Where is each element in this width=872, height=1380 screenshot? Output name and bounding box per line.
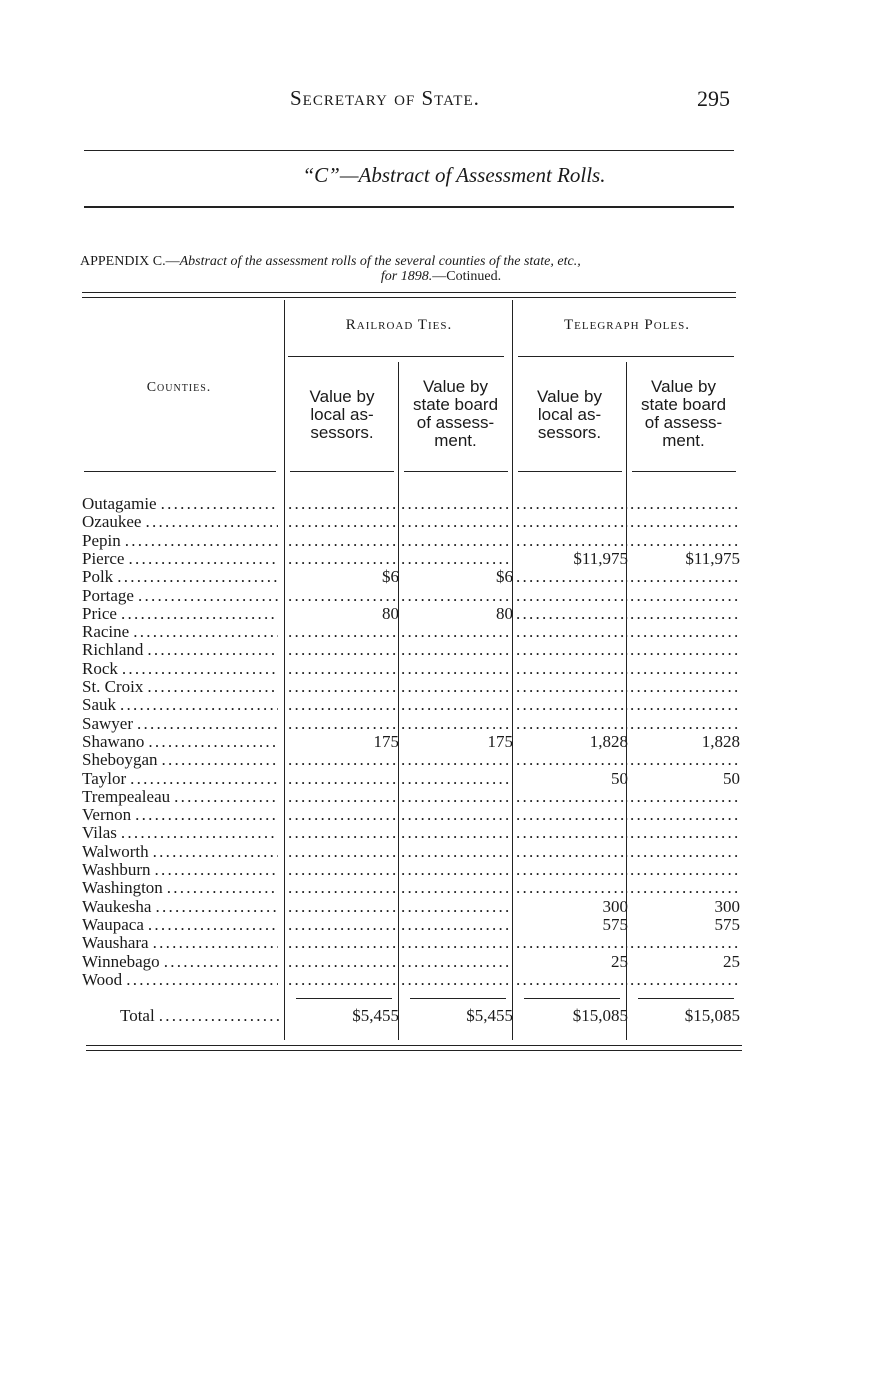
value-cell-rr-local [288,678,399,696]
col-header-line: of assess- [644,413,723,432]
total-rule-c3 [524,998,620,999]
value-cell-tp-state [630,770,740,788]
value-cell-rr-state [401,971,513,989]
appendix-italic-text: Abstract of the assessment rolls of the several counties of the state, etc., [179,254,581,269]
county-cell [82,934,278,952]
value-cell-tp-state [630,495,740,513]
county-name: Wood [82,971,123,989]
value-cell-tp-state [630,843,740,861]
value-cell-rr-local [288,934,399,952]
value-cell-tp-state [630,916,740,934]
value-cell-tp-state [630,715,740,733]
value-text: $11,975 [573,550,628,568]
value-text: 25 [723,953,740,971]
value-cell-rr-state [401,605,513,623]
value-cell-tp-local [516,916,628,934]
county-name: Waupaca [82,916,144,934]
table-bottom-rule-2 [86,1050,742,1051]
value-cell-rr-local [288,971,399,989]
col-header-line: Value by [309,387,375,406]
value-cell-tp-state [630,641,740,659]
value-cell-rr-state [401,641,513,659]
value-cell-tp-local [516,806,628,824]
col-header-line: Value by [651,377,716,396]
table-row [0,953,872,971]
table-row [0,971,872,989]
county-cell [82,715,278,733]
value-cell-tp-state [630,733,740,751]
county-cell [82,770,278,788]
value-cell-rr-local [288,641,399,659]
table-row [0,788,872,806]
value-cell-rr-state [401,770,513,788]
value-text: 175 [487,733,513,751]
county-cell [82,733,278,751]
county-cell [82,953,278,971]
value-cell-rr-local [288,715,399,733]
total-rule-c4 [638,998,734,999]
county-name: Pepin [82,532,121,550]
col-header-line: local as- [537,405,602,424]
value-cell-rr-state [401,751,513,769]
value-text: 80 [496,605,513,623]
value-cell-tp-state [630,953,740,971]
table-bottom-rule-1 [86,1045,742,1046]
value-cell-rr-local [288,605,399,623]
value-cell-rr-state [401,806,513,824]
value-cell-tp-local [516,605,628,623]
county-cell [82,587,278,605]
value-cell-tp-state [630,623,740,641]
table-row [0,513,872,531]
county-cell [82,751,278,769]
group-underline-telegraph [518,356,734,357]
table-row [0,770,872,788]
value-text: 80 [382,605,399,623]
header-underline-c3 [518,471,622,472]
value-cell-rr-state [401,861,513,879]
value-cell-rr-state [401,513,513,531]
value-cell-tp-state [630,550,740,568]
value-cell-rr-local [288,953,399,971]
value-cell-tp-local [516,934,628,952]
value-cell-rr-state [401,587,513,605]
value-cell-tp-local [516,495,628,513]
value-cell-rr-state [401,568,513,586]
value-cell-rr-state [401,934,513,952]
county-cell [82,788,278,806]
value-cell-tp-local [516,861,628,879]
county-name: Sawyer [82,715,133,733]
value-text: 50 [611,770,628,788]
value-cell-tp-local [516,971,628,989]
col-header-tp-state [627,378,740,450]
value-cell-tp-state [630,696,740,714]
value-cell-rr-state [401,715,513,733]
table-row [0,751,872,769]
col-header-line: ment. [434,431,477,450]
table-row [0,660,872,678]
value-cell-rr-state [401,696,513,714]
value-cell-rr-local [288,751,399,769]
value-cell-tp-state [630,934,740,952]
col-header-line: state board [412,395,499,414]
value-cell-tp-state [630,678,740,696]
table-row [0,623,872,641]
col-header-line: Value by [537,387,602,406]
value-cell-tp-local [516,733,628,751]
county-cell [82,513,278,531]
value-cell-rr-state [401,843,513,861]
county-cell [82,495,278,513]
table-row [0,532,872,550]
table-row [0,916,872,934]
value-cell-rr-state [401,879,513,897]
group-header-railroad-ties: Railroad Ties. [345,317,453,333]
value-cell-rr-local [288,550,399,568]
value-cell-rr-local [288,623,399,641]
col-header-line: Value by [423,377,488,396]
title-top-rule [84,150,734,151]
table-row [0,568,872,586]
value-cell-tp-state [630,587,740,605]
county-cell [82,678,278,696]
value-cell-tp-local [516,770,628,788]
appendix-label: APPENDIX C.— [80,254,180,269]
value-cell-rr-local [288,788,399,806]
value-cell-tp-local [516,660,628,678]
value-cell-rr-local [288,843,399,861]
total-tp-state: $15,085 [684,1006,740,1025]
value-cell-rr-local [288,861,399,879]
table-row [0,587,872,605]
county-name: Taylor [82,770,127,788]
county-cell [82,824,278,842]
county-cell [82,568,278,586]
county-name: Trempealeau [82,788,171,806]
county-cell [82,605,278,623]
county-cell [82,696,278,714]
total-rule-c1 [296,998,392,999]
table-row [0,715,872,733]
value-cell-tp-local [516,824,628,842]
col-header-tp-local [513,388,626,442]
county-cell [82,916,278,934]
value-cell-rr-local [288,824,399,842]
total-label: Total [120,1006,155,1025]
county-name: Ozaukee [82,513,142,531]
table-row [0,861,872,879]
value-cell-rr-local [288,806,399,824]
value-text: 50 [723,770,740,788]
value-cell-tp-state [630,660,740,678]
value-cell-rr-local [288,568,399,586]
value-cell-tp-local [516,641,628,659]
total-rr-state: $5,455 [466,1006,513,1025]
value-cell-tp-local [516,587,628,605]
table-row [0,495,872,513]
value-cell-tp-state [630,751,740,769]
table-row [0,934,872,952]
table-row [0,824,872,842]
table-row [0,879,872,897]
value-cell-rr-state [401,824,513,842]
value-cell-tp-local [516,898,628,916]
county-name: Vernon [82,806,132,824]
value-text: 575 [714,916,740,934]
value-cell-tp-local [516,623,628,641]
col-header-rr-local [286,388,398,442]
value-cell-rr-local [288,770,399,788]
table-row [0,806,872,824]
county-name: Rock [82,660,118,678]
value-cell-tp-local [516,568,628,586]
value-cell-tp-state [630,806,740,824]
section-title: “C”—Abstract of Assessment Rolls. [302,163,606,187]
value-cell-tp-local [516,550,628,568]
header-underline-c2 [404,471,508,472]
value-cell-rr-local [288,696,399,714]
value-text: 25 [611,953,628,971]
value-text: 175 [373,733,399,751]
table-row [0,898,872,916]
value-text: $6 [496,568,513,586]
total-label-cell [120,1006,282,1026]
county-name: Shawano [82,733,145,751]
total-tp-local: $15,085 [572,1006,628,1025]
county-name: Richland [82,641,144,659]
value-cell-tp-state [630,824,740,842]
table-top-rule-1 [82,292,736,293]
value-cell-rr-local [288,513,399,531]
col-header-rr-state [399,378,512,450]
value-cell-rr-state [401,898,513,916]
table-row [0,605,872,623]
county-name: Portage [82,587,134,605]
value-text: 300 [714,898,740,916]
value-cell-rr-state [401,916,513,934]
value-cell-rr-local [288,587,399,605]
county-name: Washington [82,879,163,897]
page-number: 295 [697,86,730,111]
county-cell [82,879,278,897]
appendix-continued: —Cotinued. [432,269,502,284]
value-cell-rr-state [401,678,513,696]
county-name: Pierce [82,550,125,568]
value-cell-rr-state [401,495,513,513]
value-cell-rr-local [288,495,399,513]
county-cell [82,550,278,568]
value-cell-rr-state [401,623,513,641]
value-cell-tp-local [516,843,628,861]
total-rule-c2 [410,998,506,999]
value-cell-tp-local [516,953,628,971]
col-header-line: state board [640,395,727,414]
county-name: Polk [82,568,114,586]
table-row [0,733,872,751]
col-header-line: sessors. [537,423,602,442]
value-cell-tp-local [516,513,628,531]
group-header-telegraph-poles: Telegraph Poles. [564,317,690,333]
value-cell-tp-local [516,788,628,806]
header-underline-counties [84,471,276,472]
county-name: Vilas [82,824,117,842]
county-name: Sheboygan [82,751,158,769]
value-cell-rr-state [401,788,513,806]
value-cell-tp-state [630,898,740,916]
county-name: St. Croix [82,678,144,696]
value-cell-rr-local [288,879,399,897]
county-cell [82,806,278,824]
table-top-rule-2 [82,297,736,298]
value-cell-rr-local [288,916,399,934]
table-row [0,696,872,714]
value-cell-rr-local [288,660,399,678]
value-cell-tp-state [630,605,740,623]
value-cell-tp-state [630,861,740,879]
col-header-line: ment. [662,431,705,450]
table-row [0,641,872,659]
value-cell-tp-local [516,751,628,769]
county-cell [82,843,278,861]
county-name: Sauk [82,696,116,714]
value-cell-rr-state [401,532,513,550]
value-cell-tp-local [516,532,628,550]
county-name: Waushara [82,934,149,952]
value-cell-tp-state [630,971,740,989]
col-header-line: sessors. [310,423,374,442]
value-cell-rr-state [401,660,513,678]
value-text: 1,828 [701,733,740,751]
total-rr-local: $5,455 [352,1006,399,1025]
appendix-year: for 1898. [380,269,433,284]
value-cell-rr-state [401,550,513,568]
county-name: Walworth [82,843,149,861]
county-cell [82,641,278,659]
header-underline-c1 [290,471,394,472]
value-cell-rr-local [288,898,399,916]
county-name: Outagamie [82,495,157,513]
county-name: Waukesha [82,898,152,916]
table-row [0,678,872,696]
county-cell [82,971,278,989]
county-name: Washburn [82,861,151,879]
counties-header: Counties. [146,380,212,395]
appendix-caption-line1 [80,254,581,270]
value-cell-tp-local [516,678,628,696]
appendix-caption-line2 [0,269,872,285]
value-cell-tp-state [630,788,740,806]
value-cell-tp-local [516,715,628,733]
value-cell-rr-state [401,953,513,971]
group-underline-railroad [288,356,504,357]
col-header-line: local as- [310,405,374,424]
value-cell-tp-local [516,696,628,714]
value-cell-rr-state [401,733,513,751]
value-text: 575 [602,916,628,934]
col-header-line: of assess- [416,413,495,432]
total-row [0,1006,872,1026]
county-cell [82,861,278,879]
table-row [0,843,872,861]
value-cell-rr-local [288,532,399,550]
county-name: Price [82,605,117,623]
table-row [0,550,872,568]
county-name: Racine [82,623,130,641]
value-text: 1,828 [589,733,628,751]
running-title: Secretary of State. [290,86,480,110]
county-cell [82,532,278,550]
value-text: 300 [602,898,628,916]
county-name: Winnebago [82,953,160,971]
county-cell [82,660,278,678]
value-cell-tp-state [630,513,740,531]
header-underline-c4 [632,471,736,472]
value-text: $11,975 [685,550,740,568]
value-text: $6 [382,568,399,586]
value-cell-tp-local [516,879,628,897]
county-cell [82,898,278,916]
value-cell-rr-local [288,733,399,751]
value-cell-tp-state [630,568,740,586]
value-cell-tp-state [630,879,740,897]
value-cell-tp-state [630,532,740,550]
title-bottom-rule [84,206,734,208]
county-cell [82,623,278,641]
